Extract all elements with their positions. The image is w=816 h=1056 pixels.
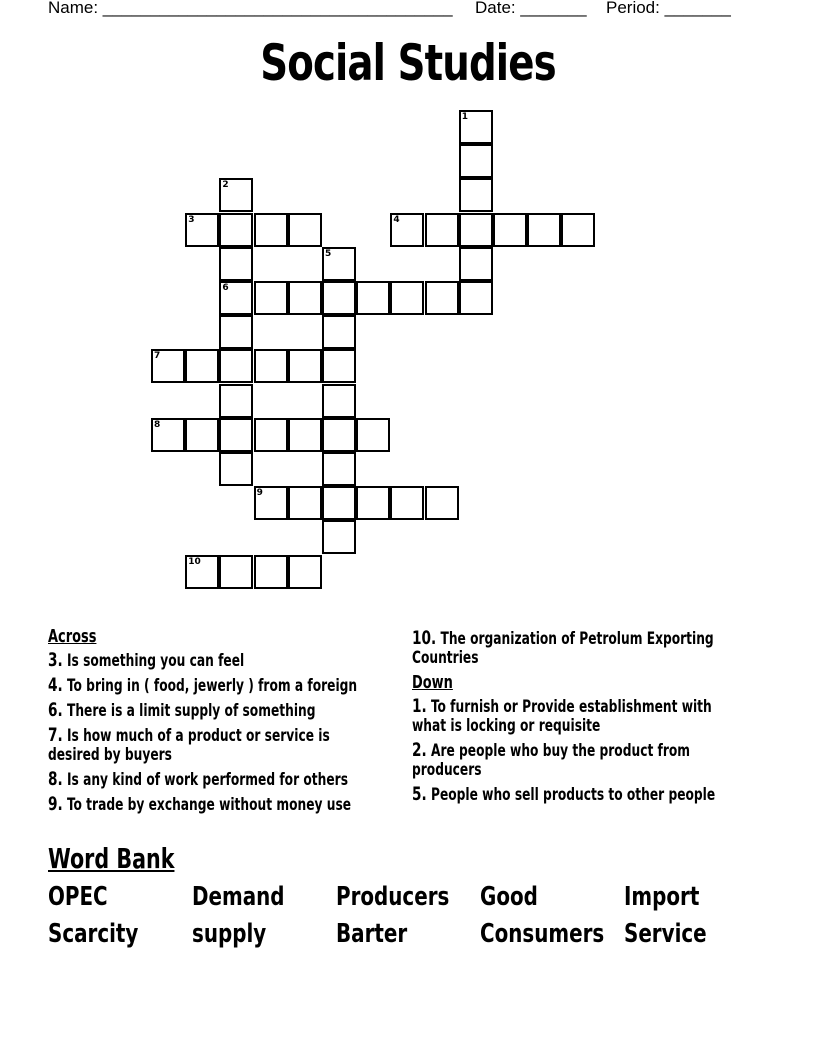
clue-across-4: 4. To bring in ( food, jewerly ) from a foreign [48, 674, 358, 696]
crossword-cell[interactable] [459, 247, 493, 281]
crossword-cell[interactable] [254, 349, 288, 383]
name-field[interactable]: Name: _____________________________________ [48, 0, 453, 17]
clue-across-6: 6. There is a limit supply of something [48, 699, 316, 721]
crossword-cell[interactable] [219, 384, 253, 418]
clue-down-2: 2. Are people who buy the product from producers [412, 739, 691, 780]
crossword-cell[interactable] [356, 281, 390, 315]
crossword-cell[interactable] [459, 144, 493, 178]
crossword-cell[interactable] [390, 281, 424, 315]
down-heading: Down [412, 672, 453, 693]
crossword-cell[interactable] [254, 213, 288, 247]
date-field[interactable]: Date: _______ [475, 0, 587, 17]
crossword-cell[interactable] [288, 213, 322, 247]
crossword-cell[interactable] [425, 213, 459, 247]
clue-number: 9 [256, 488, 263, 499]
crossword-cell[interactable] [254, 281, 288, 315]
clue-across-7: 7. Is how much of a product or service is desired by buyers [48, 724, 330, 765]
clue-number: 6 [222, 283, 229, 293]
word-bank-title: Word Bank [48, 842, 175, 875]
clue-number: 7 [154, 351, 161, 362]
crossword-cell[interactable] [322, 349, 356, 383]
word-bank-item: Import [624, 882, 700, 912]
crossword-cell[interactable] [322, 486, 356, 520]
crossword-cell[interactable] [288, 349, 322, 383]
crossword-cell[interactable] [219, 178, 253, 212]
crossword-cell[interactable] [356, 486, 390, 520]
page-title: Social Studies [260, 34, 556, 92]
crossword-cell[interactable] [254, 418, 288, 452]
word-bank-item: Good [480, 882, 538, 912]
clue-across-10: 10. The organization of Petrolum Exporting Countries [412, 627, 714, 668]
word-bank-item: Demand [192, 882, 285, 912]
crossword-cell[interactable] [322, 384, 356, 418]
clue-down-1: 1. To furnish or Provide establishment with what is locking or requisite [412, 695, 712, 736]
clue-down-5: 5. People who sell products to other people [412, 783, 716, 805]
crossword-cell[interactable] [390, 486, 424, 520]
clue-number: 1 [461, 112, 469, 122]
crossword-cell[interactable] [254, 486, 288, 520]
crossword-cell[interactable] [322, 418, 356, 452]
crossword-cell[interactable] [219, 213, 253, 247]
crossword-cell[interactable] [219, 452, 253, 486]
crossword-cell[interactable] [322, 247, 356, 281]
crossword-cell[interactable] [425, 486, 459, 520]
word-bank-item: Producers [336, 882, 450, 912]
clue-number: 8 [154, 419, 161, 430]
crossword-cell[interactable] [219, 281, 253, 315]
word-bank-item: Scarcity [48, 919, 139, 949]
crossword-cell[interactable] [185, 418, 219, 452]
crossword-cell[interactable] [459, 281, 493, 315]
crossword-cell[interactable] [493, 213, 527, 247]
word-bank-item: Barter [336, 919, 408, 949]
clues-left-column [48, 627, 468, 820]
crossword-cell[interactable] [219, 315, 253, 349]
crossword-cell[interactable] [219, 247, 253, 281]
crossword-cell[interactable] [219, 555, 253, 589]
clue-number: 5 [325, 248, 332, 259]
crossword-cell[interactable] [288, 555, 322, 589]
clue-number: 2 [222, 180, 229, 191]
crossword-cell[interactable] [322, 452, 356, 486]
clue-number: 4 [393, 214, 400, 225]
crossword-cell[interactable] [356, 418, 390, 452]
crossword-cell[interactable] [219, 349, 253, 383]
crossword-cell[interactable] [288, 418, 322, 452]
crossword-cell[interactable] [219, 418, 253, 452]
clue-across-3: 3. Is something you can feel [48, 649, 245, 671]
crossword-cell[interactable] [185, 213, 219, 247]
crossword-cell[interactable] [254, 555, 288, 589]
clue-number: 10 [188, 556, 201, 567]
crossword-cell[interactable] [527, 213, 561, 247]
crossword-cell[interactable] [561, 213, 595, 247]
clue-across-8: 8. Is any kind of work performed for others [48, 768, 348, 790]
crossword-cell[interactable] [288, 486, 322, 520]
crossword-cell[interactable] [151, 349, 185, 383]
word-bank-item: supply [192, 919, 267, 949]
crossword-cell[interactable] [288, 281, 322, 315]
clue-across-9: 9. To trade by exchange without money use [48, 793, 352, 815]
crossword-cell[interactable] [185, 555, 219, 589]
crossword-cell[interactable] [322, 520, 356, 554]
crossword-cell[interactable] [151, 418, 185, 452]
crossword-cell[interactable] [459, 178, 493, 212]
crossword-cell[interactable] [322, 315, 356, 349]
crossword-cell[interactable] [322, 281, 356, 315]
crossword-cell[interactable] [459, 110, 493, 144]
crossword-cell[interactable] [459, 213, 493, 247]
clues-right-column [412, 629, 816, 810]
crossword-cell[interactable] [425, 281, 459, 315]
clue-number: 3 [188, 214, 195, 225]
across-heading: Across [48, 626, 97, 647]
crossword-cell[interactable] [390, 213, 424, 247]
crossword-cell[interactable] [185, 349, 219, 383]
word-bank-item: OPEC [48, 882, 108, 912]
word-bank-item: Service [624, 919, 707, 949]
period-field[interactable]: Period: _______ [606, 0, 731, 17]
word-bank-item: Consumers [480, 919, 605, 949]
